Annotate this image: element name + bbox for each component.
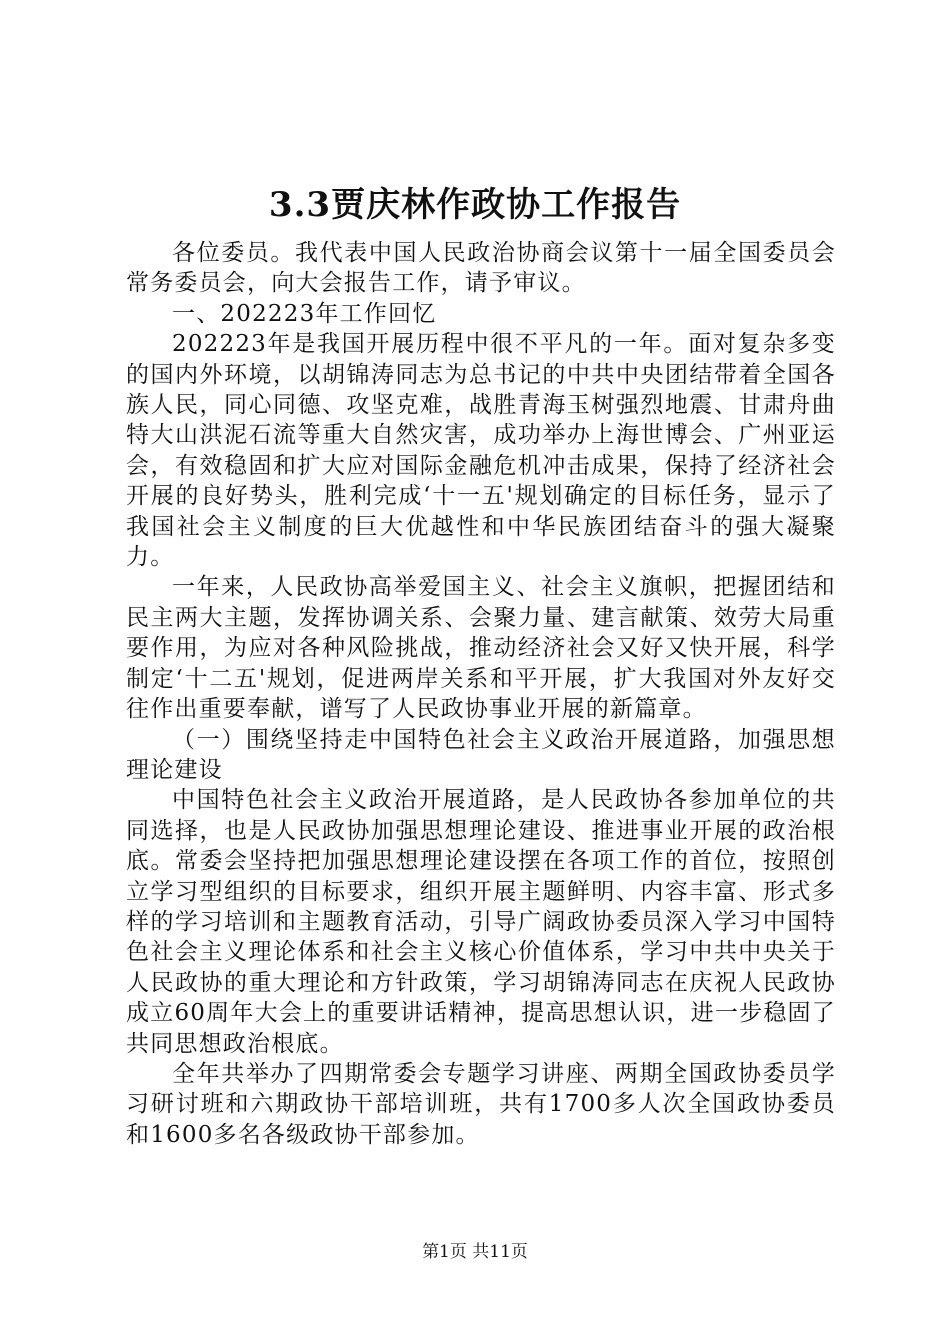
subsection-heading-1: （一）围绕坚持走中国特色社会主义政治开展道路，加强思想理论建设 [126, 726, 836, 783]
paragraph-opening: 各位委员。我代表中国人民政治协商会议第十一届全国委员会常务委员会，向大会报告工作，请予审议。 [126, 240, 836, 297]
paragraph-cppcc-overview: 一年来，人民政协高举爱国主义、社会主义旗帜，把握团结和民主两大主题，发挥协调关系、会聚力量、建言献策、效劳大局重要作用，为应对各种风险挑战，推动经济社会又好又快开展，科学制定‘十二五'规划，促进两岸关系和平开展，扩大我国对外友好交往作出重要奉献，谱写了人民政协事业开展的新篇章。 [126, 574, 836, 723]
page-title: 3.3贾庆林作政协工作报告 [268, 185, 682, 225]
paragraph-theory-building: 中国特色社会主义政治开展道路，是人民政协各参加单位的共同选择，也是人民政协加强思想理论建设、推进事业开展的政治根底。常委会坚持把加强思想理论建设摆在各项工作的首位，按照创立学习型组织的目标要求，组织开展主题鲜明、内容丰富、形式多样的学习培训和主题教育活动，引导广阔政协委员深入学习中国特色社会主义理论体系和社会主义核心价值体系，学习中共中央关于人民政协的重大理论和方针政策，学习胡锦涛同志在庆祝人民政协成立60周年大会上的重要讲话精神，提高思想认识，进一步稳固了共同思想政治根底。 [126, 787, 836, 1057]
page-number-footer: 第1页 共11页 [422, 1242, 528, 1262]
document-body [126, 238, 836, 1150]
section-heading-1: 一、202223年工作回忆 [172, 300, 437, 327]
paragraph-training-stats: 全年共举办了四期常委会专题学习讲座、两期全国政协委员学习研讨班和六期政协干部培训班，共有1700多人次全国政协委员和1600多名各级政协干部参加。 [126, 1060, 836, 1148]
paragraph-year-review: 202223年是我国开展历程中很不平凡的一年。面对复杂多变的国内外环境，以胡锦涛同志为总书记的中共中央团结带着全国各族人民，同心同德、攻坚克难，战胜青海玉树强烈地震、甘肃舟曲特大山洪泥石流等重大自然灾害，成功举办上海世博会、广州亚运会，有效稳固和扩大应对国际金融危机冲击成果，保持了经济社会开展的良好势头，胜利完成‘十一五'规划确定的目标任务，显示了我国社会主义制度的巨大优越性和中华民族团结奋斗的强大凝聚力。 [126, 331, 836, 571]
